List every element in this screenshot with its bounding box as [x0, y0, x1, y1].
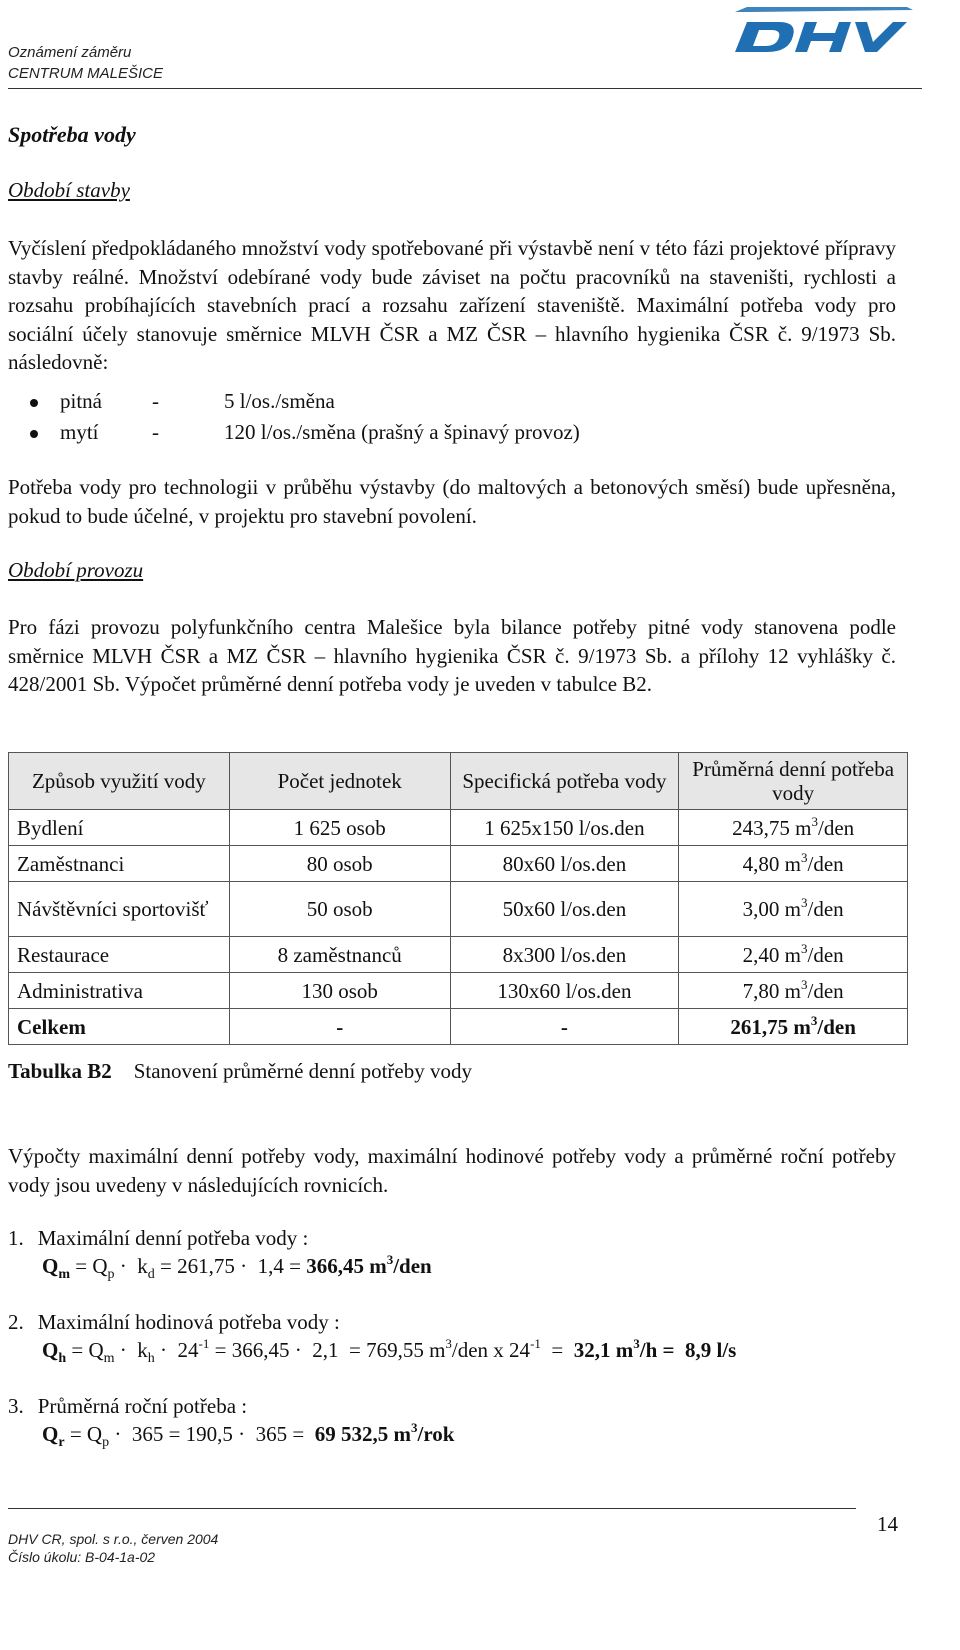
header-rule [8, 88, 922, 89]
header-line-2: CENTRUM MALEŠICE [8, 65, 164, 82]
list-item: pitná - 5 l/os./směna [30, 386, 580, 417]
page-number: 14 [877, 1512, 898, 1536]
footer-task-number: Číslo úkolu: B-04-1a-02 [8, 1549, 156, 1565]
column-header: Specifická potřeba vody [450, 753, 679, 810]
table-total-row: Celkem - - 261,75 $m^3$/den [9, 1009, 908, 1045]
section-title: Spotřeba vody [8, 122, 136, 147]
operation-title: Období provozu [8, 558, 144, 582]
calc-3-label: 3. Průměrná roční potřeba : [8, 1394, 248, 1418]
document-footer [8, 1530, 218, 1566]
calc-2-label: 2. Maximální hodinová potřeba vody : [8, 1310, 340, 1334]
caption-text: Stanovení průměrné denní potřeby vody [133, 1059, 472, 1083]
calc-2-equation: $Q_h = Q_m \cdot k_h \cdot 24^{-1} = 366,45 \cdot 2,1 = 769,55$ $m^3$/den x $24^{-1} = 32,1$ $m^3/h = 8,9$ l/s [42, 1336, 737, 1366]
table-row: Bydlení 1 625 osob 1 625x150 l/os.den 243,75 $m^3$/den [9, 810, 908, 846]
bullet-icon [30, 430, 38, 438]
table-row: Zaměstnanci 80 osob 80x60 l/os.den 4,80 $m^3$/den [9, 846, 908, 882]
calc-intro: Výpočty maximální denní potřeby vody, maximální hodinové potřeby vody a průměrné roční potřeby vody jsou uvedeny v následujících rovnicích. [8, 1144, 896, 1197]
bullet-list [30, 386, 580, 448]
column-header: Průměrná denní potřeba vody [679, 753, 908, 810]
table-caption [8, 1057, 472, 1086]
table-row: Restaurace 8 zaměstnanců 8x300 l/os.den 2,40 $m^3$/den [9, 937, 908, 973]
table-row: Návštěvníci sportovišť 50 osob 50x60 l/os.den 3,00 $m^3$/den [9, 882, 908, 937]
bullet-icon [30, 399, 38, 407]
document-header [8, 42, 163, 84]
calc-1-equation: $Q_m = Q_p \cdot k_d = 261,75 \cdot 1,4 = 366,45$ $m^3$/den [42, 1252, 432, 1282]
operation-paragraph: Pro fázi provozu polyfunkčního centra Malešice byla bilance potřeby pitné vody stanovena podle směrnice MLVH ČSR a MZ ČSR – hlavního hygienika ČSR č. 9/1973 Sb. a přílohy 12 vyhlášky č. 428/2001 Sb. Výpočet průměrné denní potřeba vody je uveden v tabulce B2. [8, 615, 896, 696]
column-header: Počet jednotek [229, 753, 450, 810]
construction-paragraph: Vyčíslení předpokládaného množství vody spotřebované při výstavbě není v této fázi projektové přípravy stavby reálné. Množství odebírané vody bude záviset na počtu pracovníků na staveništi, rychlosti a rozsahu probíhajících stavebních prací a rozsahu zařízení staveniště. Maximální potřeba vody pro sociální účely stanovuje směrnice MLVH ČSR a MZ ČSR – hlavního hygienika ČSR č. 9/1973 Sb. následovně: [8, 236, 896, 374]
calc-3-equation: $Q_r = Q_p \cdot 365 = 190,5 \cdot 365 = 69$ 532,5 $m^3$/rok [42, 1420, 455, 1450]
footer-rule [8, 1508, 856, 1509]
table-header-row [9, 753, 908, 810]
column-header: Způsob využití vody [9, 753, 230, 810]
caption-label: Tabulka B2 [8, 1059, 112, 1083]
calc-1-label: 1. Maximální denní potřeba vody : [8, 1226, 309, 1250]
dhv-logo [727, 4, 922, 60]
construction-title: Období stavby [8, 178, 130, 202]
water-demand-table [8, 752, 908, 1045]
footer-company: DHV CR, spol. s r.o., červen 2004 [8, 1531, 219, 1547]
list-item: mytí - 120 l/os./směna (prašný a špinavý provoz) [30, 417, 580, 448]
table-row: Administrativa 130 osob 130x60 l/os.den 7,80 $m^3$/den [9, 973, 908, 1009]
header-line-1: Oznámení záměru [8, 44, 132, 61]
construction-paragraph-2: Potřeba vody pro technologii v průběhu výstavby (do maltových a betonových směsí) bude upřesněna, pokud to bude účelné, v projektu pro stavební povolení. [8, 475, 896, 528]
